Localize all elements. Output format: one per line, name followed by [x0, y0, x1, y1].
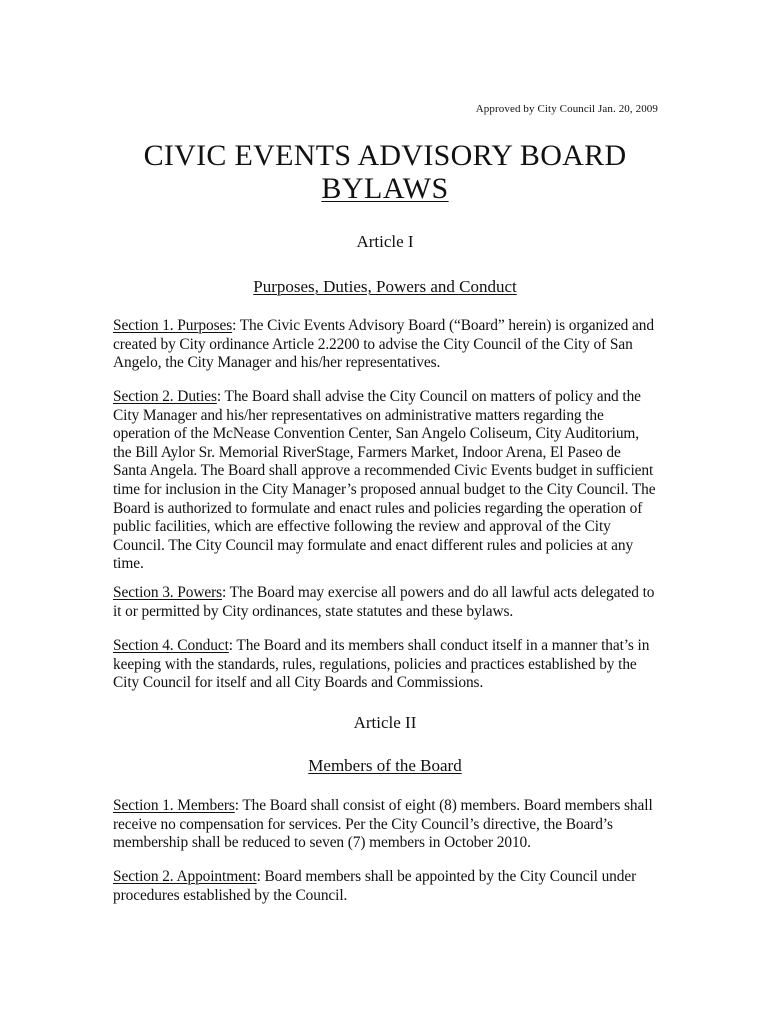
article-1-section-1 — [113, 317, 658, 373]
section-label: Section 2. Appointment — [113, 868, 257, 885]
section-text: : The Board and its members shall conduct itself in a manner that’s in keeping with the standards, rules, regulations, policies and practices established by the City Council for itself and all City Boards and Commissions. — [113, 637, 650, 692]
section-label: Section 4. Conduct — [113, 637, 229, 654]
article-1-section-3 — [113, 584, 658, 621]
approval-note: Approved by City Council Jan. 20, 2009 — [475, 103, 658, 115]
section-label: Section 2. Duties — [113, 388, 217, 405]
article-2-section-2 — [113, 868, 658, 905]
section-text: : The Civic Events Advisory Board (“Board” herein) is organized and created by City ordinance Article 2.2200 to advise the City Council of the City of San Angelo, the City Manager and his/her representatives. — [113, 317, 654, 372]
article-2-section-1 — [113, 797, 658, 853]
article-2-subheading-text: Members of the Board — [308, 756, 462, 775]
section-text: : The Board shall consist of eight (8) members. Board members shall receive no compensation for services. Per the City Council’s directive, the Board’s membership shall be reduced to seven (7) members in October 2010. — [113, 797, 653, 852]
section-text: : Board members shall be appointed by the City Council under procedures established by the Council. — [113, 868, 637, 904]
section-label: Section 1. Members — [113, 797, 235, 814]
section-label: Section 3. Powers — [113, 584, 223, 601]
document-subtitle — [0, 172, 770, 206]
article-1-section-2 — [113, 388, 658, 574]
section-label: Section 1. Purposes — [113, 317, 233, 334]
article-1-heading: Article I — [356, 232, 414, 251]
article-1-section-4 — [113, 637, 658, 693]
section-text: : The Board shall advise the City Council on matters of policy and the City Manager and his/her representatives on administrative matters regarding the operation of the McNease Convention Center, San Angelo Coliseum, City Auditorium, the Bill Aylor Sr. Memorial RiverStage, Farmers Market, Indoor Arena, El Paseo de Santa Angela. The Board shall approve a recommended Civic Events budget in sufficient time for inclusion in the City Manager’s proposed annual budget to the City Council. The Board is authorized to formulate and enact rules and policies regarding the operation of public facilities, which are effective following the review and approval of the City Council. The City Council may formulate and enact different rules and policies at any time. — [113, 388, 656, 573]
article-2-subheading — [0, 756, 770, 776]
article-1-subheading-text: Purposes, Duties, Powers and Conduct — [253, 277, 517, 296]
bylaws-heading: BYLAWS — [321, 172, 449, 205]
article-1-subheading — [0, 277, 770, 297]
document-title: CIVIC EVENTS ADVISORY BOARD — [143, 139, 627, 172]
article-2-heading: Article II — [353, 713, 417, 732]
section-text: : The Board may exercise all powers and do all lawful acts delegated to it or permitted by City ordinances, state statutes and these bylaws. — [113, 584, 655, 620]
